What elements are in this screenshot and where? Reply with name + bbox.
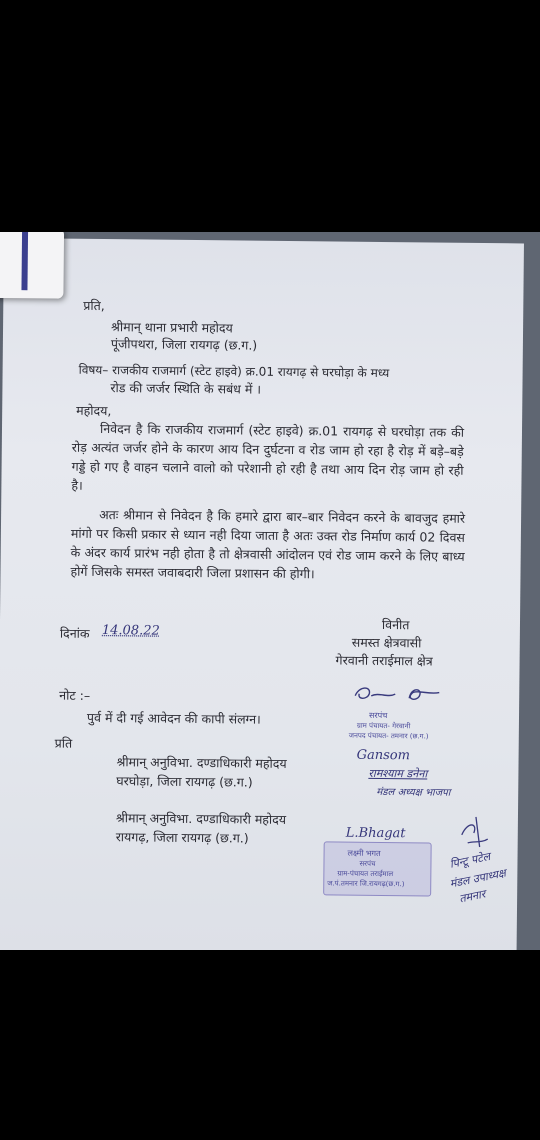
closing-residents: समस्त क्षेत्रवासी — [351, 634, 422, 651]
ramshyam-title: मंडल अध्यक्ष भाजपा — [376, 786, 451, 799]
letter-paper — [0, 238, 524, 950]
stamp1-title: सरपंच — [368, 710, 388, 721]
side-signature — [454, 813, 494, 853]
note-text: पुर्व में दी गई आवेदन की कापी संलग्न। — [86, 709, 261, 727]
side-note-place: तमनार — [458, 887, 487, 906]
signature-bhagat: L.Bhagat — [345, 825, 406, 842]
prati-cc-heading: प्रति — [54, 735, 73, 751]
cc1-line2: घरघोड़ा, जिला रायगढ़ (छ.ग.) — [116, 773, 253, 790]
stamp2-line4: ज.पं.तमनार जि.रायगढ़(छ.ग.) — [327, 879, 405, 889]
sarpanch-signature — [349, 680, 449, 709]
stamp2-title: सरपंच — [359, 859, 376, 868]
stamp2-name: लक्ष्मी भगत — [347, 848, 381, 858]
cc1-line1: श्रीमान् अनुविभा. दण्डाधिकारी महोदय — [116, 754, 287, 771]
subject-line1: विषय– राजकीय राजमार्ग (स्टेट हाइवे) क्र.01 रायगढ़ से घरघोड़ा के मध्य — [78, 362, 390, 381]
side-note-name: पिन्टू पटेल — [448, 850, 492, 871]
addressee-line1: श्रीमान् थाना प्रभारी महोदय — [110, 319, 233, 336]
paragraph-2: अतः श्रीमान से निवेदन है कि हमारे द्वारा बार–बार निवेदन करने के बावजुद हमारे मांगो पर किसी प्रकार से ध्यान नही दिया जाता है अतः उक्त रोड निर्माण कार्य 02 दिवस के अंदर कार्य प्रारंभ नही होता है तो क्षेत्रवासी आंदोलन एवं रोड जाम करने के लिए बाध्य होगें जिसके समस्त जवाबदारी जिला प्रशासन की होगी। — [70, 507, 466, 582]
salutation: महोदय, — [76, 402, 112, 419]
ramshyam-name: रामश्याम डनेना — [368, 766, 428, 781]
note-label: नोट :– — [59, 687, 91, 703]
side-note-title: मंडल उपाध्यक्ष — [448, 866, 507, 891]
prati-heading: प्रति, — [83, 297, 105, 314]
closing-area: गेरवानी तराईमाल क्षेत्र — [335, 652, 433, 669]
date-label: दिनांक — [59, 625, 90, 641]
cc2-line1: श्रीमान् अनुविभा. दण्डाधिकारी महोदय — [115, 810, 287, 827]
cc2-line2: रायगढ़, जिला रायगढ़ (छ.ग.) — [115, 829, 249, 846]
document-photo — [0, 232, 540, 950]
stamp2-line3: ग्राम-पंचायत तराईमाल — [337, 869, 394, 879]
date-value: 14.08.22 — [101, 623, 160, 639]
signature-ramshyam: Gansom — [356, 747, 411, 764]
subject-line2: रोड की जर्जर स्थिति के सबंध में । — [110, 380, 262, 397]
addressee-line2: पूंजीपथरा, जिला रायगढ़ (छ.ग.) — [110, 336, 258, 353]
stapled-corner — [0, 232, 64, 299]
paragraph-1: निवेदन है कि राजकीय राजमार्ग (स्टेट हाइवे) क्र.01 रायगढ़ से घरघोड़ा तक की रोड़ अत्यंत जर्जर होने के कारण आय दिन दुर्घटना व रोड जाम हो रहा है रोड़ में बड़े–बड़े गड्डे हो गए है वाहन चलाने वालो को परेशानी हो रही है तथा आय दिन रोड़ जाम हो रही है। — [71, 421, 465, 493]
closing-vinit: विनीत — [381, 616, 410, 633]
stamp1-line2: ग्राम पंचायत- गेरवानी — [356, 721, 411, 731]
stamp1-line3: जनपद पंचायत- तमनार (छ.ग.) — [348, 731, 429, 741]
